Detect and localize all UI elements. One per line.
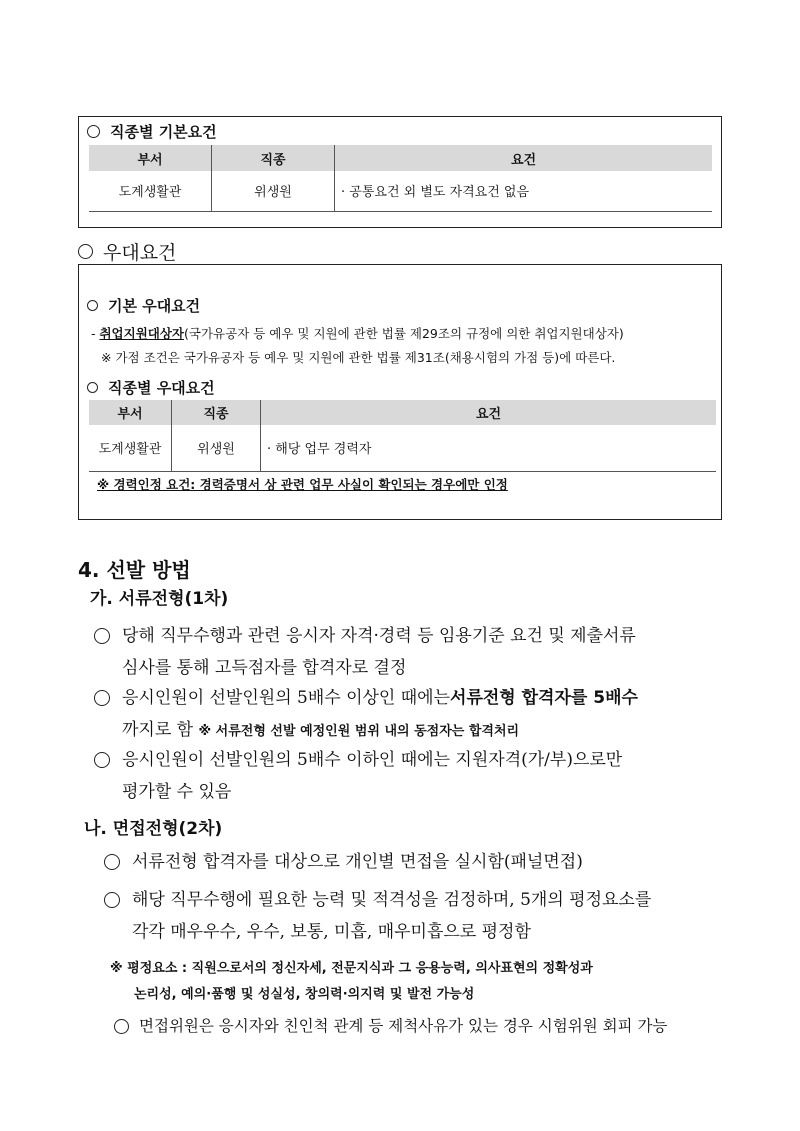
circle-bullet-icon — [94, 690, 110, 706]
circle-bullet-icon — [94, 628, 110, 644]
document-screening-title: 가. 서류전형(1차) — [90, 589, 229, 609]
job-preference-title: 직종별 우대요건 — [108, 379, 215, 397]
basic-requirements-heading — [87, 121, 217, 142]
preference-line-1: - 취업지원대상자(국가유공자 등 예우 및 지원에 관한 법률 제29조의 규정에 의한 취업지원대상자) — [91, 326, 624, 341]
circle-bullet-icon — [78, 244, 93, 259]
circle-bullet-icon — [104, 892, 120, 908]
header-job: 직종 — [212, 145, 335, 171]
circle-bullet-icon — [87, 382, 98, 393]
basic-preference-title: 기본 우대요건 — [108, 297, 201, 315]
interview-item-3: 면접위원은 응시자와 친인척 관계 등 제척사유가 있는 경우 시험위원 회피 가능 — [114, 1010, 667, 1042]
circle-bullet-icon — [87, 125, 100, 138]
section-title: 직종별 기본요건 — [110, 123, 217, 141]
cell-job: 위생원 — [212, 171, 335, 211]
job-preference-table — [89, 400, 716, 472]
document-item-2: 응시인원이 선발인원의 5배수 이상인 때에는 서류전형 합격자를 5배수 까지로 함 ※ 서류전형 선발 예정인원 범위 내의 동점자는 합격처리 — [94, 682, 638, 748]
circle-bullet-icon — [104, 854, 120, 870]
interview-item-2: 해당 직무수행에 필요한 능력 및 적격성을 검정하며, 5개의 평정요소를 각각 매우우수, 우수, 보통, 미흡, 매우미흡으로 평정함 — [104, 884, 651, 948]
header-requirement: 요건 — [335, 145, 713, 171]
basic-preference-heading — [87, 295, 200, 316]
cell-requirement: · 공통요건 외 별도 자격요건 없음 — [335, 171, 713, 211]
document-item-1: 당해 직무수행과 관련 응시자 자격·경력 등 임용기준 요건 및 제출서류 심사를 통해 고득점자를 합격자로 결정 — [94, 620, 636, 684]
interview-screening-title: 나. 면접전형(2차) — [84, 819, 223, 839]
cell-requirement: · 해당 업무 경력자 — [261, 425, 717, 471]
job-preference-heading — [87, 377, 215, 398]
interview-item-1: 서류전형 합격자를 대상으로 개인별 면접을 실시함(패널면접) — [104, 846, 583, 878]
header-job: 직종 — [172, 400, 261, 425]
preference-line-2: ※ 가점 조건은 국가유공자 등 예우 및 지원에 관한 법률 제31조(채용시험의 가점 등)에 따른다. — [101, 350, 616, 365]
cell-job: 위생원 — [172, 425, 261, 471]
selection-method-title: 4. 선발 방법 — [78, 558, 191, 582]
employment-support-target: 취업지원대상자 — [99, 326, 185, 341]
five-times-highlight: 서류전형 합격자를 5배수 — [450, 688, 638, 708]
career-note: ※ 경력인정 요건: 경력증명서 상 관련 업무 사실이 확인되는 경우에만 인정 — [97, 477, 508, 492]
cell-department: 도계생활관 — [89, 425, 172, 471]
document-item-3: 응시인원이 선발인원의 5배수 이하인 때에는 지원자격(가/부)으로만 평가할 수 있음 — [94, 744, 622, 808]
circle-bullet-icon — [114, 1019, 129, 1034]
tie-note: ※ 서류전형 선발 예정인원 범위 내의 동점자는 합격처리 — [198, 724, 520, 739]
basic-requirements-table — [89, 145, 712, 212]
preference-heading — [78, 238, 176, 265]
basic-requirements-box — [78, 116, 722, 228]
cell-department: 도계생활관 — [89, 171, 212, 211]
evaluation-factors-note: ※ 평정요소 : 직원으로서의 정신자세, 전문지식과 그 응용능력, 의사표현의 정확성과 논리성, 예의·품행 및 성실성, 창의력·의지력 및 발전 가능성 — [110, 961, 593, 1002]
preference-box — [78, 264, 722, 520]
circle-bullet-icon — [94, 752, 110, 768]
header-department: 부서 — [89, 400, 172, 425]
header-department: 부서 — [89, 145, 212, 171]
header-requirement: 요건 — [261, 400, 717, 425]
preference-title: 우대요건 — [103, 242, 177, 264]
circle-bullet-icon — [87, 300, 98, 311]
